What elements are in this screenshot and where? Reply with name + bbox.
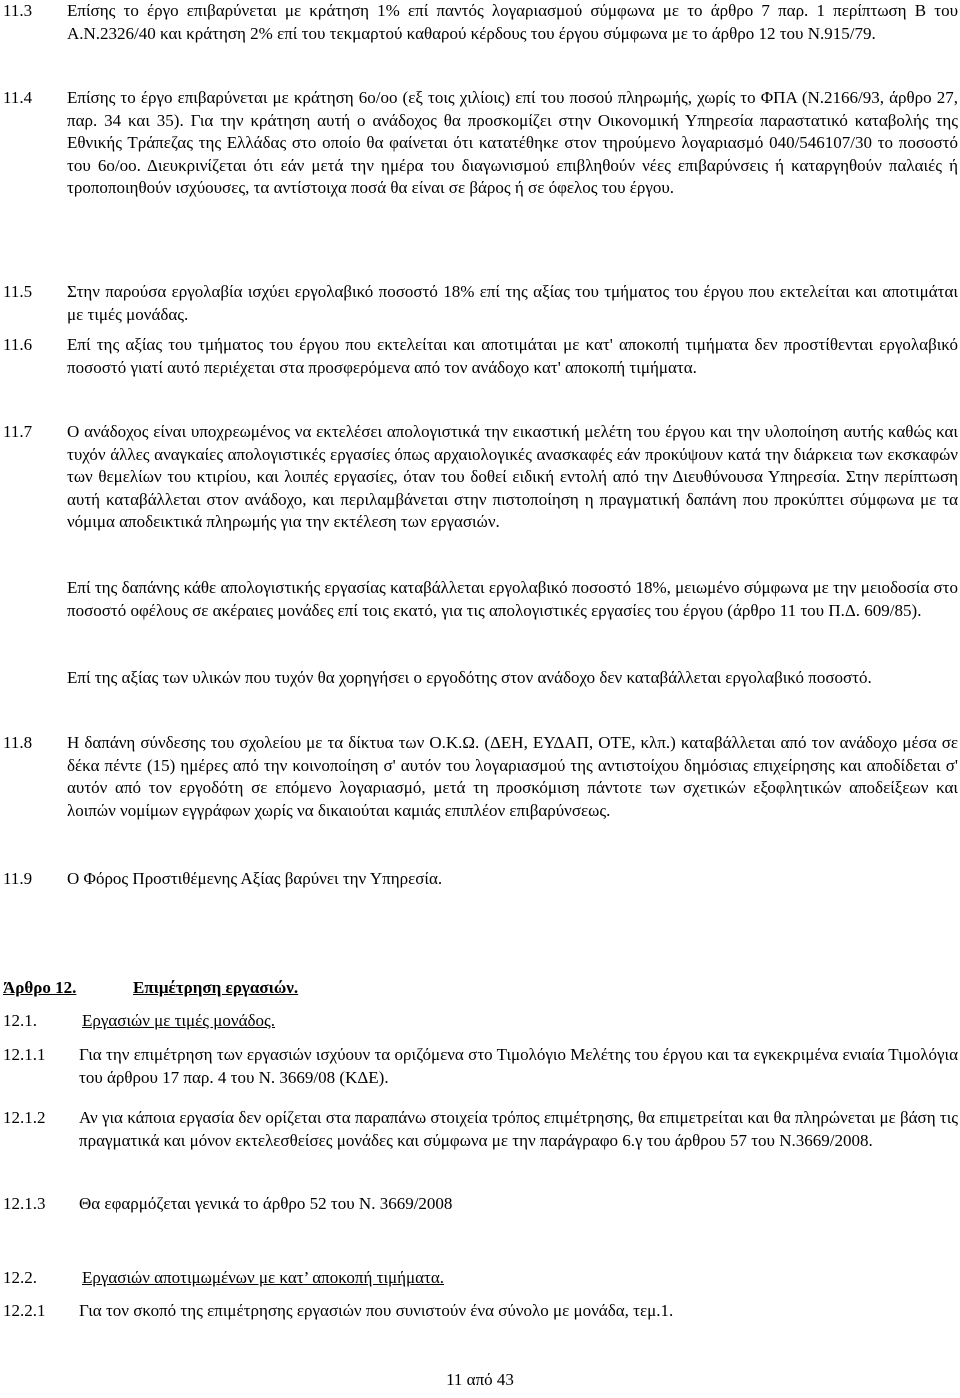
clause-text: Ο ανάδοχος είναι υποχρεωμένος να εκτελέσει απολογιστικά την εικαστική μελέτη του έργου και την υλοποίηση αυτής καθώς και τυχόν άλλες αναγκαίες απολογιστικές εργασίες όπως αρχαιολογικές ανασκαφές εάν προκύψουν κατά την διάρκεια των εκσκαφών των θεμελίων του κτιρίου, και λοιπές εργασίες, όταν του δοθεί ειδική εντολή από την Διευθύνουσα Υπηρεσία. Στην περίπτωση αυτή καταβάλλεται στον ανάδοχο, και περιλαμβάνεται στην πιστοποίηση η πραγματική δαπάνη που προκύπτει σύμφωνα με τα νόμιμα αποδεικτικά πληρωμής για την εκτέλεση των εργασιών. — [67, 422, 958, 531]
clause-text: Επίσης το έργο επιβαρύνεται με κράτηση 6ο/οο (εξ τοις χιλίοις) επί του ποσού πληρωμής, χωρίς το ΦΠΑ (Ν.2166/93, άρθρο 27, παρ. 34 και 35). Για την κράτηση αυτή ο ανάδοχος θα προσκομίζει στην Οικονομική Υπηρεσία παραστατικό καταβολής της Εθνικής Τράπεζας της Ελλάδας στο οποίο θα φαίνεται ότι κατατέθηκε στον τηρούμενο λογαριασμό 040/546107/30 το ποσοστό του 6ο/οο. Διευκρινίζεται ότι εάν μετά την ημέρα του διαγωνισμού επιβληθούν νέες επιβαρύνσεις ή καταργηθούν παλαιές ή τροποποιηθούν ισχύουσες, τα αντίστοιχα ποσά θα είναι σε βάρος ή σε όφελος του έργου. — [67, 88, 958, 197]
section-number: 12.2. — [3, 1268, 37, 1287]
clause-11-7-paragraph: Επί της δαπάνης κάθε απολογιστικής εργασίας καταβάλλεται εργολαβικό ποσοστό 18%, μειωμένο σύμφωνα με την μειοδοσία στο ποσοστό οφέλους σε ακέραιες μονάδες επί τοις εκατό, για τις απολογιστικές εργασίες του έργου (άρθρο 11 του Π.Δ. 609/85). — [67, 578, 958, 620]
clause-number: 11.4 — [3, 88, 33, 107]
clause-text: Αν για κάποια εργασία δεν ορίζεται στα παραπάνω στοιχεία τρόπος επιμέτρησης, θα επιμετρείται και θα πληρώνεται με βάση τις πραγματικά και μόνον εκτελεσθείσες μονάδες και σύμφωνα με την παράγραφο 6.γ του άρθρου 57 του Ν.3669/2008. — [79, 1108, 958, 1150]
clause-12-2-1 — [0, 1300, 958, 1323]
clause-number: 11.5 — [3, 282, 33, 301]
clause-number: 12.1.1 — [3, 1045, 46, 1064]
article-title: Επιμέτρηση εργασιών. — [133, 978, 299, 997]
clause-number: 12.1.2 — [3, 1108, 46, 1127]
clause-text: Επίσης το έργο επιβαρύνεται με κράτηση 1% επί παντός λογαριασμού σύμφωνα με το άρθρο 7 παρ. 1 περίπτωση Β του Α.Ν.2326/40 και κράτηση 2% επί του τεκμαρτού καθαρού κέρδους του έργου σύμφωνα με το άρθρο 12 του Ν.915/79. — [67, 1, 958, 43]
clause-number: 11.9 — [3, 869, 33, 888]
section-number: 12.1. — [3, 1011, 37, 1030]
section-title: Εργασιών αποτιμωμένων με κατ’ αποκοπή τιμήματα. — [82, 1268, 445, 1287]
section-heading-12-2 — [3, 1267, 445, 1289]
section-heading-12-1 — [3, 1010, 275, 1032]
clause-text: Για την επιμέτρηση των εργασιών ισχύουν τα οριζόμενα στο Τιμολόγιο Μελέτης του έργου και τα εγκεκριμένα ενιαία Τιμολόγια του άρθρου 17 παρ. 4 του Ν. 3669/08 (ΚΔΕ). — [79, 1045, 958, 1087]
clause-text: Η δαπάνη σύνδεσης του σχολείου με τα δίκτυα των Ο.Κ.Ω. (ΔΕΗ, ΕΥΔΑΠ, ΟΤΕ, κλπ.) καταβάλλεται από τον ανάδοχο μέσα σε δέκα πέντε (15) ημέρες από την κοινοποίηση σ' αυτόν του λογαριασμού της αντιστοίχου δημόσιας επιχείρησης και αποδίδεται σ' αυτόν από τον εργοδότη σε επόμενο λογαριασμό, μετά τη προσκόμιση πάντοτε των σχετικών εξοφλητικών αποδείξεων και λοιπών νομίμων εγγράφων χωρίς να δικαιούται καμιάς επιπλέον επιβαρύνσεως. — [67, 733, 958, 820]
clause-number: 11.3 — [3, 1, 33, 20]
clause-number: 11.8 — [3, 733, 33, 752]
clause-11-7-paragraph: Επί της αξίας των υλικών που τυχόν θα χορηγήσει ο εργοδότης στον ανάδοχο δεν καταβάλλεται εργολαβικό ποσοστό. — [67, 668, 872, 687]
clause-11-6 — [0, 334, 958, 379]
article-heading — [3, 977, 299, 999]
clause-11-5 — [0, 281, 958, 326]
clause-number: 12.1.3 — [3, 1194, 46, 1213]
clause-text: Θα εφαρμόζεται γενικά το άρθρο 52 του Ν. 3669/2008 — [79, 1194, 453, 1213]
clause-12-1-3 — [0, 1193, 958, 1216]
clause-text: Στην παρούσα εργολαβία ισχύει εργολαβικό ποσοστό 18% επί της αξίας του τμήματος του έργου που εκτελείται και αποτιμάται με τιμές μονάδας. — [67, 282, 958, 324]
clause-12-1-1 — [0, 1044, 958, 1089]
clause-11-4 — [0, 87, 958, 200]
clause-11-9 — [0, 868, 958, 891]
clause-11-7 — [0, 421, 958, 534]
clause-12-1-2 — [0, 1107, 958, 1152]
clause-number: 11.7 — [3, 422, 33, 441]
article-number: Άρθρο 12. — [3, 978, 77, 997]
page-number: 11 από 43 — [446, 1370, 514, 1389]
clause-11-3 — [0, 0, 958, 45]
clause-text: Ο Φόρος Προστιθέμενης Αξίας βαρύνει την Υπηρεσία. — [67, 869, 443, 888]
section-title: Εργασιών με τιμές μονάδος. — [82, 1011, 275, 1030]
clause-number: 11.6 — [3, 335, 33, 354]
clause-text: Επί της αξίας του τμήματος του έργου που εκτελείται και αποτιμάται με κατ' αποκοπή τιμήματα δεν προστίθενται εργολαβικό ποσοστό γιατί αυτό περιέχεται στα προσφερόμενα από τον ανάδοχο κατ' αποκοπή τιμήματα. — [67, 335, 958, 377]
clause-number: 12.2.1 — [3, 1301, 46, 1320]
clause-text: Για τον σκοπό της επιμέτρησης εργασιών που συνιστούν ένα σύνολο με μονάδα, τεμ.1. — [79, 1301, 674, 1320]
clause-11-8 — [0, 732, 958, 822]
